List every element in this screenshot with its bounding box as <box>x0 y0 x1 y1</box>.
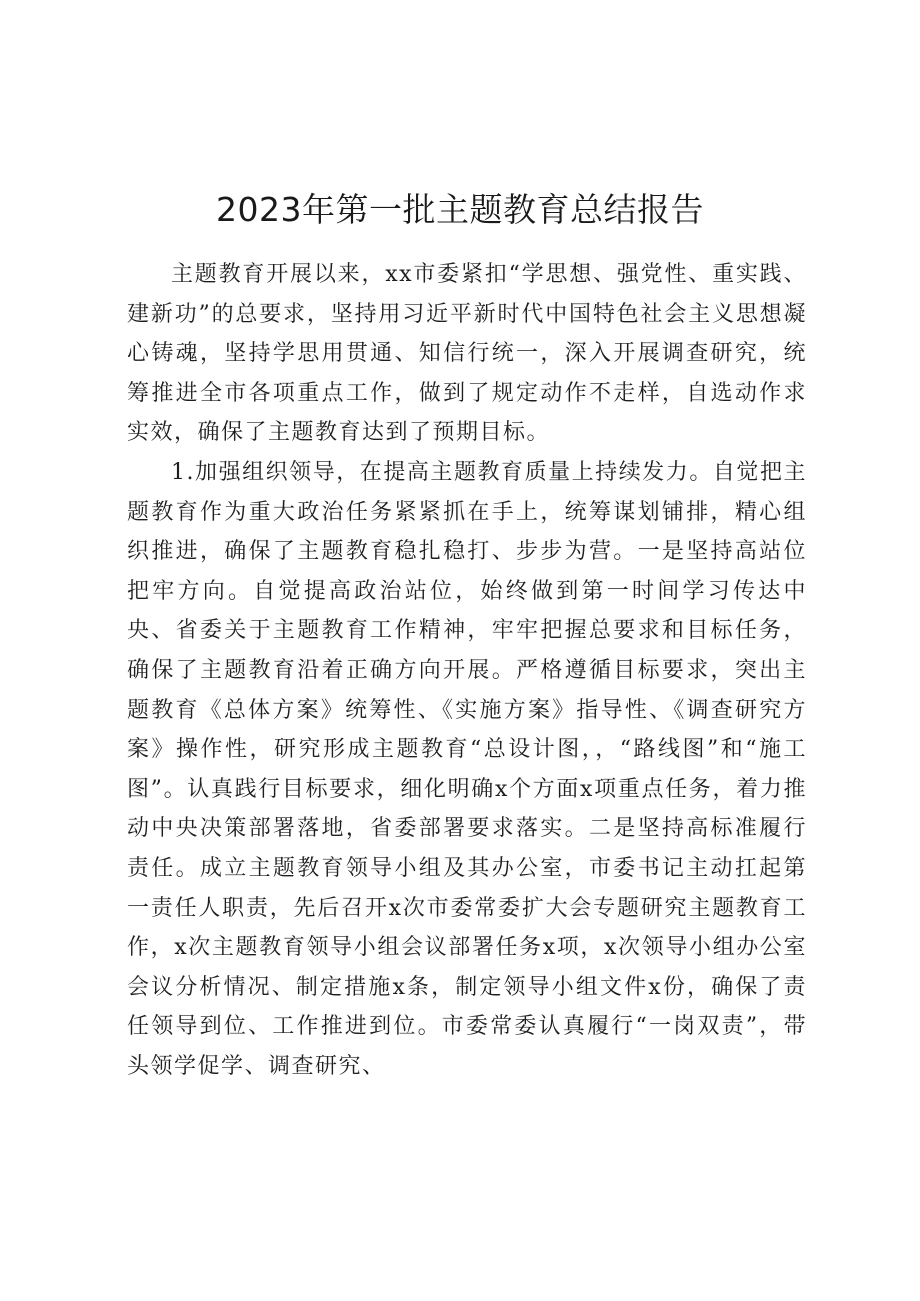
section-1-paragraph: 1.加强组织领导，在提高主题教育质量上持续发力。自觉把主题教育作为重大政治任务紧紧抓在手上，统筹谋划铺排，精心组织推进，确保了主题教育稳扎稳打、步步为营。一是坚持高站位把牢方向。自觉提高政治站位，始终做到第一时间学习传达中央、省委关于主题教育工作精神，牢牢把握总要求和目标任务，确保了主题教育沿着正确方向开展。严格遵循目标要求，突出主题教育《总体方案》统筹性、《实施方案》指导性、《调查研究方案》操作性，研究形成主题教育“总设计图，，“路线图”和“施工图”。认真践行目标要求，细化明确x个方面x项重点任务，着力推动中央决策部署落地，省委部署要求落实。二是坚持高标准履行责任。成立主题教育领导小组及其办公室，市委书记主动扛起第一责任人职责，先后召开x次市委常委扩大会专题研究主题教育工作，x次主题教育领导小组会议部署任务x项，x次领导小组办公室会议分析情况、制定措施x条，制定领导小组文件x份，确保了责任领导到位、工作推进到位。市委常委认真履行“一岗双责”，带头领学促学、调查研究、 <box>127 459 807 1079</box>
document-body <box>127 255 807 1086</box>
document-title: 2023年第一批主题教育总结报告 <box>216 190 704 229</box>
intro-paragraph: 主题教育开展以来，xx市委紧扣“学思想、强党性、重实践、建新功”的总要求，坚持用习近平新时代中国特色社会主义思想凝心铸魂，坚持学思用贯通、知信行统一，深入开展调查研究，统筹推进全市各项重点工作，做到了规定动作不走样，自选动作求实效，确保了主题教育达到了预期目标。 <box>127 262 807 446</box>
